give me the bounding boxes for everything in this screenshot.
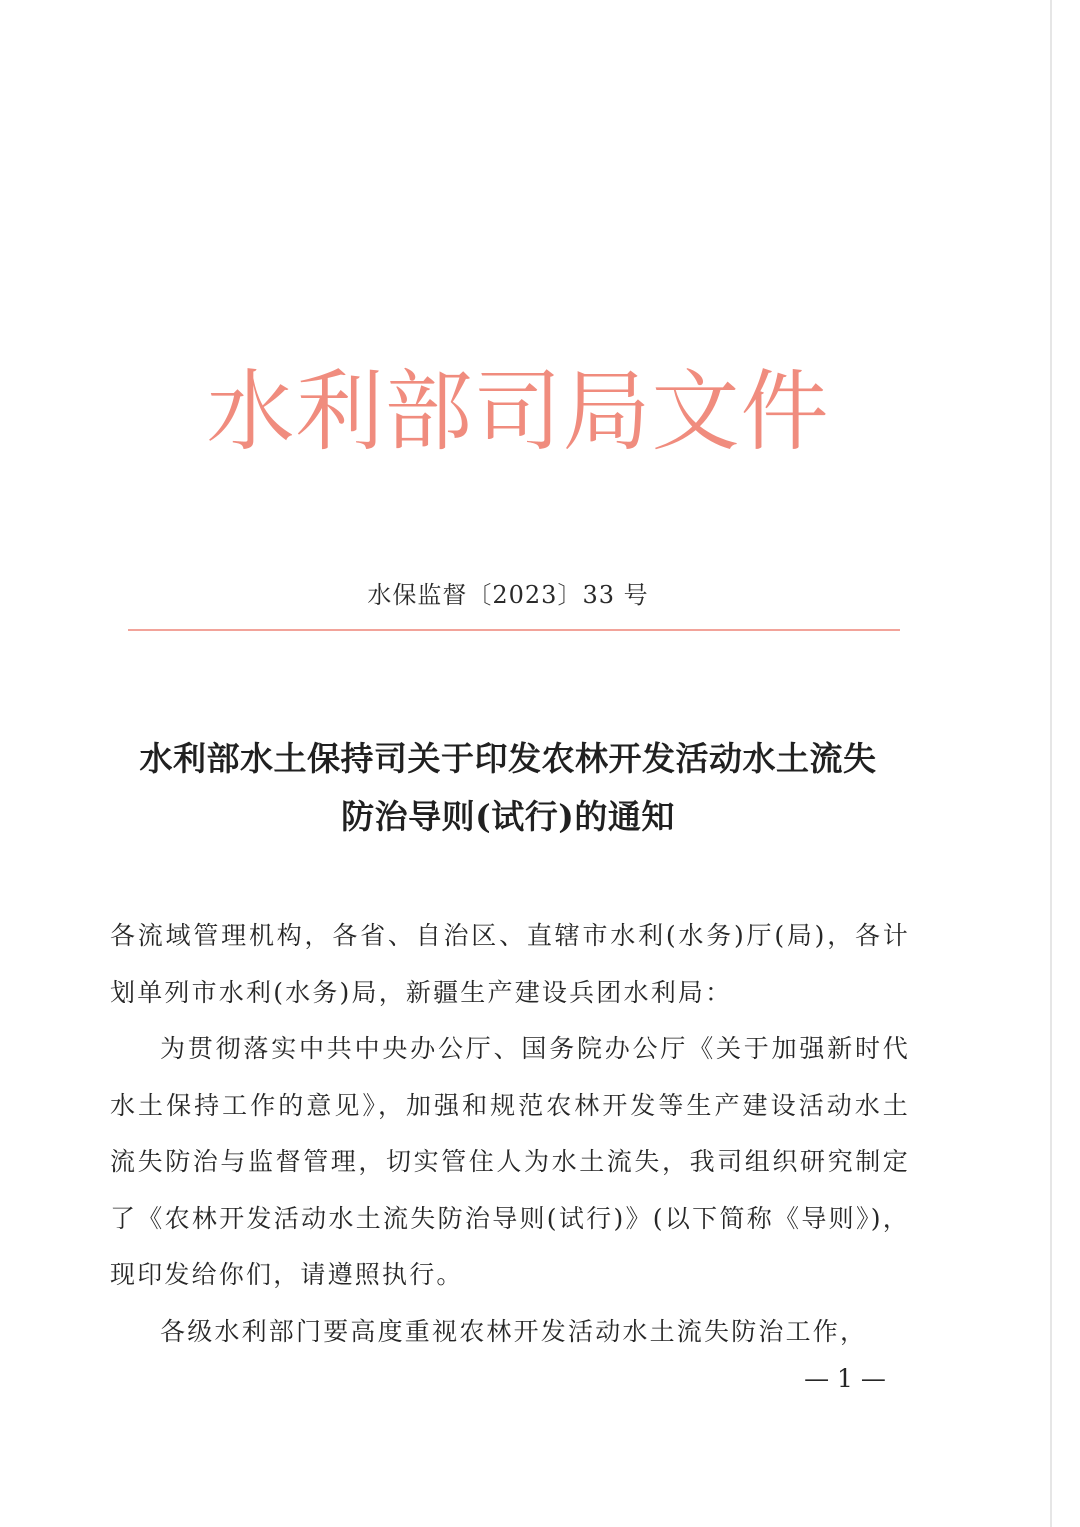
letterhead-title: 水利部司局文件 [206,360,830,463]
page-number: — 1 — [804,1364,886,1393]
addressee-paragraph: 各流域管理机构，各省、自治区、直辖市水利(水务)厅(局)，各计划单列市水利(水务)局，新疆生产建设兵团水利局： [110,921,910,1007]
body-text [110,908,910,1360]
notice-title-line-1: 水利部水土保持司关于印发农林开发活动水土流失 [139,739,877,778]
notice-title [0,730,1016,846]
body-paragraph-2: 各级水利部门要高度重视农林开发活动水土流失防治工作， [160,1316,868,1346]
notice-title-line-2: 防治导则(试行)的通知 [341,797,675,836]
body-paragraph-1: 为贯彻落实中共中央办公厅、国务院办公厅《关于加强新时代水土保持工作的意见》，加强和规范农林开发等生产建设活动水土流失防治与监督管理，切实管住人为水土流失，我司组织研究制定了《农林开发活动水土流失防治导则(试行)》(以下简称《导则》)，现印发给你们，请遵照执行。 [110,1034,910,1289]
red-divider-line [128,629,900,631]
scan-edge-line [1050,0,1052,1527]
document-number: 水保监督〔2023〕33 号 [367,581,649,609]
